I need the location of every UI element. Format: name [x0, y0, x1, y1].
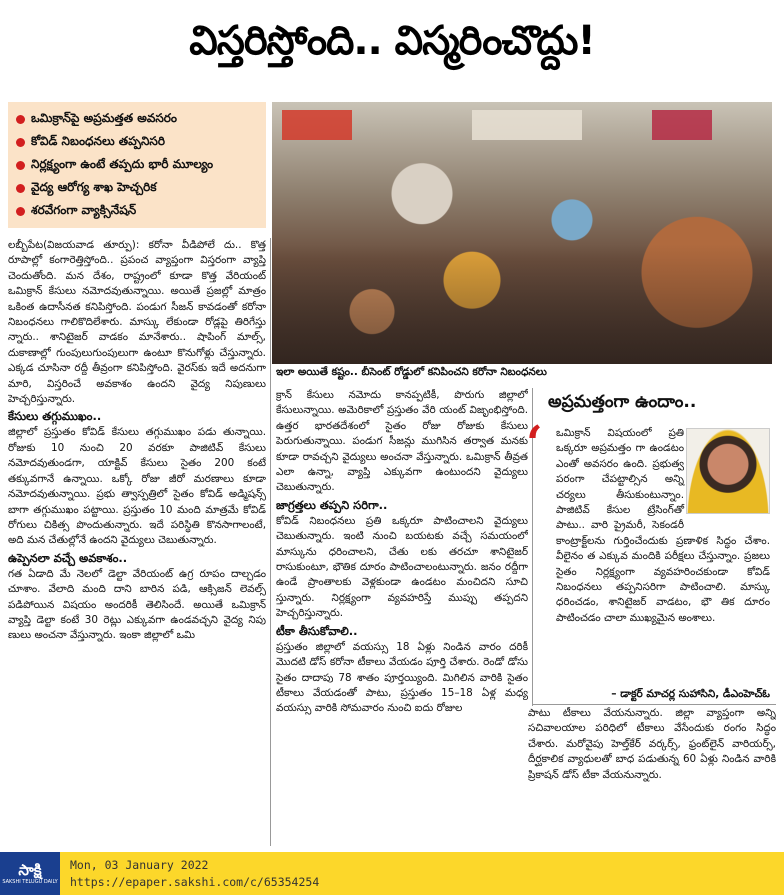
bullet-dot-icon — [16, 161, 25, 170]
subheading: ఉప్పెనలా వచ్చే అవకాశం.. — [8, 550, 128, 565]
paragraph: కోవిడ్ నిబంధనలు ప్రతి ఒక్కరూ పాటించాలని వైద్యులు చెబుతున్నారు. ఇంటి నుంచి బయటకు వచ్చే సమయంలో మాస్కును ధరించాలని, చేతు లకు తరచూ శానిటైజర్ రాసుకుంటూ, భౌతిక దూరం పాటించాలంటున్నారు. జనం రద్దీగా ఉండే ప్రాంతాలకు వెళ్లకుండా ఉండటం మంచిదని సూచి స్తున్నారు. నిర్లక్ష్యంగా వ్యవహరిస్తే ముప్పు తప్పదని హెచ్చరిస్తున్నారు. — [276, 514, 528, 620]
logo-text: సాక్షి — [18, 860, 42, 879]
crowd-photo — [272, 102, 772, 364]
logo-subtext: SAKSHI TELUGU DAILY — [2, 878, 58, 885]
shop-sign — [652, 110, 712, 140]
quote-body: ఒమిక్రాన్ విషయంలో ప్రతి ఒక్కరూ అప్రమత్తం గా ఉండటం ఎంతో అవసరం ఉంది. ప్రభుత్వ పరంగా చేపట్టాల్సిన అన్ని చర్యలు తీసుకుంటున్నాం. పాజిటివ్ కేసుల ట్రేసింగ్‌తో పాటు.. వారి ప్రైమరీ, సెకండరీ కాంట్రాక్ట్‌లను గుర్తించేందుకు ప్రణాళిక సిద్ధం చేశాం. వీలైనం త ఎక్కువ మందికి పరీక్షలు చేస్తున్నాం. ప్రజలు సైతం నిర్లక్ష్యంగా వ్యవహరించకుండా కోవిడ్ నిబంధనలు తప్పనిసరిగా పాటించాలి. మాస్కు ధరించడం, శానిటైజర్ వాడటం, భౌ తిక దూరం పాటించడం చాలా ముఖ్యమైన అంశాలు. — [556, 427, 770, 624]
article-column-1 — [8, 238, 266, 846]
subheading: కేసులు తగ్గుముఖం.. — [8, 409, 102, 424]
article-column-3 — [528, 706, 776, 846]
bullet-dot-icon — [16, 138, 25, 147]
photo-caption: ఇలా అయితే కష్టం.. బీసెంట్ రోడ్డులో కనిపించని కరోనా నిబంధనలు — [276, 366, 547, 378]
footer-bar — [0, 852, 784, 895]
paragraph: లబ్బీపేట(విజయవాడ తూర్పు): కరోనా వీడిపోలే దు.. కొత్త రూపాల్లో కంగారెత్తిస్తోంది.. ప్రపంచ వ్యాప్తంగా విస్తరంగా వ్యాప్తి చెందుతోంది. మన దేశం, రాష్ట్రంలో కూడా కొత్త వేరియంట్ ఒమిక్రాన్ కేసులు నమోదవుతున్నాయి. అయితే ప్రజల్లో మాత్రం ఒకింత ఉదాసీనత కనిపిస్తోంది. పండుగ సీజన్ కావడంతో కరోనా నిబంధనలు గాలికొదిలేశారు. మాస్కు లేకుండా రోడ్లపై తిరిగేస్తు న్నారు.. శానిటైజర్ వాడకం మానేశారు.. షాపింగ్ మాల్స్, దుకాణాల్లో గుంపులుగుంపులుగా ఉంటూ కొనుగోళ్లు చేస్తున్నారు. ఎక్కడ చూసినా రద్దీ తీవ్రంగా కనిపిస్తోంది. వైరస్‌కు ఇదే అదనుగా మారి, విస్తరించే అవకాశం ఉందని వైద్య నిపుణులు హెచ్చరిస్తున్నారు. — [8, 239, 266, 406]
quote-attribution: – డాక్టర్ మాచర్ల సుహాసిని, డీఎంహెచ్‌ఓ — [611, 688, 770, 700]
sakshi-logo — [0, 852, 60, 895]
quote-icon: ‘ — [526, 416, 543, 472]
highlight-text: కోవిడ్ నిబంధనలు తప్పనిసరి — [31, 134, 165, 148]
paragraph: గత ఏడాది మే నెలలో డెల్టా వేరియంట్ ఉగ్ర రూపం దాల్చడం చూశాం. వేలాది మంది దాని బారిన పడి, ఆక్సిజన్ లెవల్స్ పడిపోయిన విషయం అందరికీ తెలిసిందే. అయితే ఒమిక్రాన్ వ్యాప్తి డెల్టా కంటే 30 రెట్లు ఎక్కువగా ఉండవచ్చని వైద్య నిపు ణులు అంచనా వేస్తున్నారు. ఇంకా జిల్లాలో ఒమి — [8, 567, 266, 642]
doctor-portrait — [686, 428, 770, 514]
highlight-item — [16, 177, 258, 200]
shop-sign — [282, 110, 352, 140]
highlight-text: ఒమిక్రాన్‌పై అప్రమత్తత అవసరం — [31, 111, 178, 125]
highlight-text: వైద్య ఆరోగ్య శాఖ హెచ్చరిక — [31, 180, 157, 194]
paragraph: ప్రస్తుతం జిల్లాలో వయస్సు 18 ఏళ్లు నిండిన వారం దరికీ మొదటి డోస్ కరోనా టీకాలు వేయడం పూర్తి చేశారు. రెండో డోసు సైతం దాదాపు 78 శాతం పూర్తయ్యింది. మిగిలిన వారికి సైతం టీకాలు వేయడంతో పాటు, ప్రస్తుతం 15–18 ఏళ్ల మధ్య వయస్సు వారికి సోమవారం నుంచి ఐదు రోజుల — [276, 640, 528, 715]
highlight-item — [16, 200, 258, 223]
subheading: టీకా తీసుకోవాలి.. — [276, 623, 358, 638]
highlight-item — [16, 108, 258, 131]
highlight-text: శరవేగంగా వ్యాక్సినేషన్ — [31, 203, 137, 217]
highlight-item — [16, 154, 258, 177]
bullet-dot-icon — [16, 184, 25, 193]
box-divider — [532, 704, 776, 705]
shop-sign — [472, 110, 582, 140]
highlights-box — [8, 102, 266, 228]
article-column-2 — [276, 388, 528, 846]
paragraph: జిల్లాలో ప్రస్తుతం కోవిడ్ కేసులు తగ్గుముఖం పడు తున్నాయి. రోజుకు 10 నుంచి 20 వరకూ పాజిటివ్ కేసులు నమోదవుతుండగా, యాక్టివ్ కేసులు సైతం 200 కంటే తక్కువగానే ఉన్నాయి. ఒక్కో రోజు జీరో మరణాలు కూడా నమోదవుతున్నాయి. ప్రభు త్వాస్పత్రిలో సైతం కోవిడ్ అడ్మిషన్స్ బాగా తగ్గుముఖం పట్టాయి. ప్రస్తుతం 10 మంది మాత్రమే కోవిడ్ రోగులు చికిత్స పొందుతున్నారు. ఇదే పరిస్థితి కొనసాగాలంటే, అది మన చేతుల్లోనే ఉందని వైద్యులు చెబుతున్నారు. — [8, 426, 266, 547]
footer-meta — [70, 857, 319, 891]
highlight-text: నిర్లక్ష్యంగా ఉంటే తప్పదు భారీ మూల్యం — [31, 157, 214, 171]
highlight-item — [16, 131, 258, 154]
crowd-shade — [272, 244, 772, 364]
headline: విస్తరిస్తోంది.. విస్మరించొద్దు! — [189, 18, 595, 64]
bullet-dot-icon — [16, 207, 25, 216]
column-divider — [270, 238, 271, 846]
subheading: జాగ్రత్తలు తప్పని సరిగా.. — [276, 497, 388, 512]
bullet-dot-icon — [16, 115, 25, 124]
edition-date: Mon, 03 January 2022 — [70, 857, 209, 872]
sidebar-title: అప్రమత్తంగా ఉందాం.. — [548, 392, 697, 412]
paragraph: క్రాన్ కేసులు నమోదు కానప్పటికీ, పొరుగు జిల్లాలో కేసులున్నాయి. అమెరికాలో ప్రస్తుతం వేరి యంట్ విజృంభిస్తోంది. ఉత్తర భారతదేశంలో సైతం రోజు రోజుకు కేసులు పెరుగుతున్నాయి. పండుగ సీజన్లు ముగిసిన తర్వాత మనకు కూడా రావచ్చని వైద్యులు అంచనా వేస్తున్నారు. ఒమిక్రాన్ తీవ్రత ఎలా ఉన్నా, వ్యాప్తి ఎక్కువగా ఉంటుందని వైద్యులు చెబుతున్నారు. — [276, 389, 528, 494]
epaper-link[interactable]: https://epaper.sakshi.com/c/65354254 — [70, 874, 320, 889]
paragraph: పాటు టీకాలు వేయనున్నారు. జిల్లా వ్యాప్తంగా అన్ని సచివాలయాల పరిధిలో టీకాలు వేసేందుకు రంగం సిద్ధం చేశారు. మరోవైపు హెల్త్‌కేర్ వర్కర్స్, ఫ్రంట్‌లైన్ వారియర్స్, దీర్ఘకాలిక వ్యాధులతో బాధ పడుతున్న 60 ఏళ్లు నిండిన వారికి ప్రికాషన్ డోస్ టీకా వేయనున్నారు. — [528, 707, 776, 781]
